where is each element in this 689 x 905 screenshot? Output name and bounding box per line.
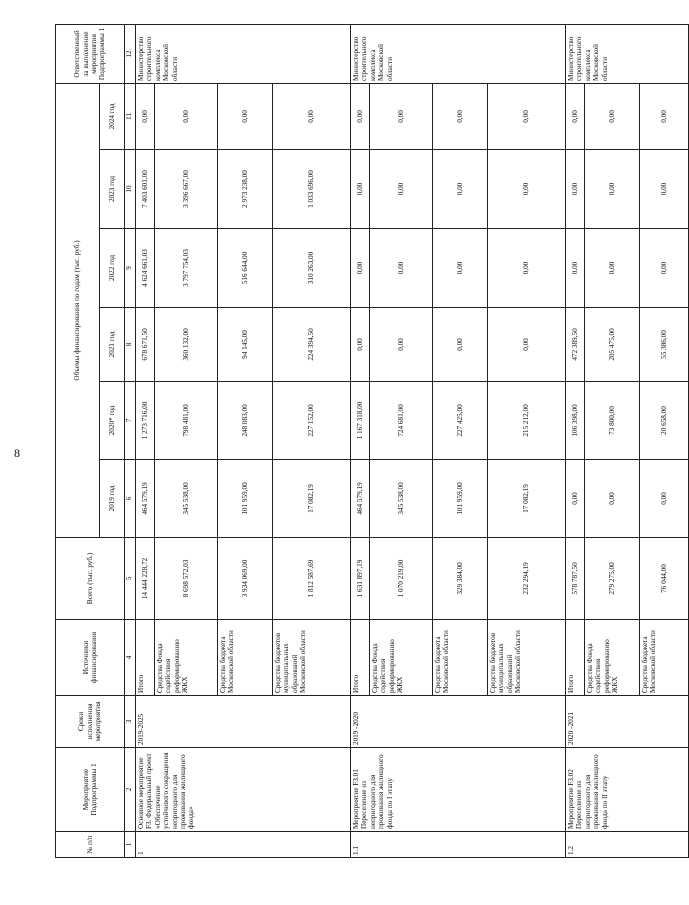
table-row (566, 24, 585, 857)
funding-source: Средства Фонда содействия реформированию ЖКХ (370, 620, 433, 696)
year-amount: 0,00 (218, 83, 273, 149)
year-amount: 106 398,00 (566, 382, 585, 460)
total-amount: 1 070 219,00 (370, 538, 433, 620)
year-amount: 2 973 238,00 (218, 150, 273, 229)
activity-name: Мероприятие F3.02 Переселение из непригодного для проживания жилищного фонда по II этапу (566, 748, 689, 832)
year-amount: 0,00 (640, 229, 689, 308)
year-amount: 798 481,00 (155, 382, 218, 460)
financing-table-sheet (55, 25, 668, 858)
year-amount: 0,00 (136, 83, 155, 149)
funding-source: Итого (566, 620, 585, 696)
year-amount: 0,00 (488, 83, 566, 149)
header-year: 2024 год (100, 83, 125, 149)
section-number: 1 (136, 832, 351, 858)
activity-name: Мероприятие F3.01 Переселение из непригодного для проживания жилищного фонда по I этапу (351, 748, 566, 832)
column-index-number: 4 (125, 620, 136, 696)
year-amount: 0,00 (566, 460, 585, 538)
column-index-number: 8 (125, 308, 136, 382)
year-amount: 0,00 (370, 229, 433, 308)
year-amount: 0,00 (566, 83, 585, 149)
year-amount: 0,00 (433, 83, 488, 149)
year-amount: 0,00 (370, 308, 433, 382)
year-amount: 17 082,19 (273, 460, 351, 538)
year-amount: 345 538,00 (155, 460, 218, 538)
year-amount: 472 389,50 (566, 308, 585, 382)
year-amount: 0,00 (585, 460, 640, 538)
responsible-executor: Министерство строительного комплекса Московской области (566, 24, 689, 83)
total-amount: 14 444 228,72 (136, 538, 155, 620)
year-amount: 0,00 (585, 150, 640, 229)
responsible-executor: Министерство строительного комплекса Московской области (136, 24, 351, 83)
column-index-number: 5 (125, 538, 136, 620)
funding-source: Средства бюджета Московской области (218, 620, 273, 696)
year-amount: 0,00 (433, 308, 488, 382)
year-amount: 3 396 667,00 (155, 150, 218, 229)
year-amount: 224 394,50 (273, 308, 351, 382)
year-amount: 4 624 661,03 (136, 229, 155, 308)
funding-source: Итого (351, 620, 370, 696)
responsible-executor: Министерство строительного комплекса Московской области (351, 24, 566, 83)
year-amount: 0,00 (566, 229, 585, 308)
section-number: 1.1 (351, 832, 566, 858)
year-amount: 0,00 (433, 229, 488, 308)
year-amount: 0,00 (433, 150, 488, 229)
page-number: 8 (14, 446, 20, 460)
column-index-number: 2 (125, 748, 136, 832)
year-amount: 360 132,00 (155, 308, 218, 382)
header-terms: Сроки исполнения мероприятия (56, 696, 125, 748)
year-amount: 0,00 (370, 83, 433, 149)
year-amount: 0,00 (488, 150, 566, 229)
year-amount: 248 083,00 (218, 382, 273, 460)
year-amount: 55 386,00 (640, 308, 689, 382)
year-amount: 464 579,19 (136, 460, 155, 538)
column-index-number: 11 (125, 83, 136, 149)
funding-source: Средства бюджета Московской области (433, 620, 488, 696)
total-amount: 279 275,00 (585, 538, 640, 620)
header-no: № п/п (56, 832, 125, 858)
year-amount: 3 797 754,03 (155, 229, 218, 308)
total-amount: 8 698 572,03 (155, 538, 218, 620)
header-activity: Мероприятие Подпрограммы 1 (56, 748, 125, 832)
column-index-number: 10 (125, 150, 136, 229)
year-amount: 1 033 696,00 (273, 150, 351, 229)
year-amount: 101 959,00 (433, 460, 488, 538)
year-amount: 0,00 (351, 308, 370, 382)
year-amount: 101 959,00 (218, 460, 273, 538)
activity-name: Основное мероприятие F3. Федеральный проект «Обеспечение устойчивого сокращения непригодного для проживания жилищного фонда» (136, 748, 351, 832)
year-amount: 0,00 (640, 150, 689, 229)
column-index-number: 7 (125, 382, 136, 460)
execution-terms: 2019 -2020 (351, 696, 566, 748)
year-amount: 7 403 601,00 (136, 150, 155, 229)
total-amount: 232 294,19 (488, 538, 566, 620)
funding-source: Средства бюджетов муниципальных образований Московской области (273, 620, 351, 696)
year-amount: 464 579,19 (351, 460, 370, 538)
column-index-number: 1 (125, 832, 136, 858)
year-amount: 0,00 (351, 83, 370, 149)
year-amount: 0,00 (155, 83, 218, 149)
year-amount: 1 167 318,00 (351, 382, 370, 460)
header-sources: Источники финансирования (56, 620, 125, 696)
header-total: Всего (тыс. руб.) (56, 538, 125, 620)
year-amount: 0,00 (370, 150, 433, 229)
year-amount: 1 273 716,00 (136, 382, 155, 460)
year-amount: 0,00 (351, 229, 370, 308)
year-amount: 0,00 (585, 229, 640, 308)
header-year: 2023 год (100, 150, 125, 229)
header-year: 2021 год (100, 308, 125, 382)
column-index-number: 9 (125, 229, 136, 308)
year-amount: 0,00 (640, 460, 689, 538)
column-index-number: 3 (125, 696, 136, 748)
year-amount: 0,00 (640, 83, 689, 149)
funding-source: Средства бюджета Московской области (640, 620, 689, 696)
total-amount: 76 044,00 (640, 538, 689, 620)
financing-table (55, 24, 689, 858)
header-responsible: Ответственный за выполнение мероприятия Подпрограммы 1 (56, 24, 125, 83)
section-number: 1.2 (566, 832, 689, 858)
year-amount: 0,00 (566, 150, 585, 229)
execution-terms: 2019-2025 (136, 696, 351, 748)
total-amount: 1 631 897,19 (351, 538, 370, 620)
year-amount: 215 212,00 (488, 382, 566, 460)
year-amount: 227 425,00 (433, 382, 488, 460)
header-year: 2019 год (100, 460, 125, 538)
year-amount: 17 082,19 (488, 460, 566, 538)
table-row (136, 24, 155, 857)
year-amount: 310 263,00 (273, 229, 351, 308)
year-amount: 724 681,00 (370, 382, 433, 460)
funding-source: Средства Фонда содействия реформированию ЖКХ (585, 620, 640, 696)
year-amount: 205 475,00 (585, 308, 640, 382)
funding-source: Итого (136, 620, 155, 696)
year-amount: 678 671,50 (136, 308, 155, 382)
total-amount: 329 384,00 (433, 538, 488, 620)
funding-source: Средства бюджетов муниципальных образований Московской области (488, 620, 566, 696)
total-amount: 1 812 587,69 (273, 538, 351, 620)
year-amount: 94 145,00 (218, 308, 273, 382)
header-year: 2020* год (100, 382, 125, 460)
funding-source: Средства Фонда содействия реформированию ЖКХ (155, 620, 218, 696)
year-amount: 0,00 (585, 83, 640, 149)
table-row (351, 24, 370, 857)
header-volume: Объемы финансирования по годам (тыс. руб.) (56, 83, 100, 537)
year-amount: 20 658,00 (640, 382, 689, 460)
column-index-number: 12 (125, 24, 136, 83)
year-amount: 516 644,00 (218, 229, 273, 308)
year-amount: 0,00 (273, 83, 351, 149)
year-amount: 227 152,00 (273, 382, 351, 460)
header-year: 2022 год (100, 229, 125, 308)
year-amount: 0,00 (488, 229, 566, 308)
year-amount: 73 800,00 (585, 382, 640, 460)
year-amount: 0,00 (488, 308, 566, 382)
year-amount: 0,00 (351, 150, 370, 229)
total-amount: 3 934 069,00 (218, 538, 273, 620)
year-amount: 345 538,00 (370, 460, 433, 538)
column-index-number: 6 (125, 460, 136, 538)
total-amount: 578 787,50 (566, 538, 585, 620)
execution-terms: 2020 -2021 (566, 696, 689, 748)
